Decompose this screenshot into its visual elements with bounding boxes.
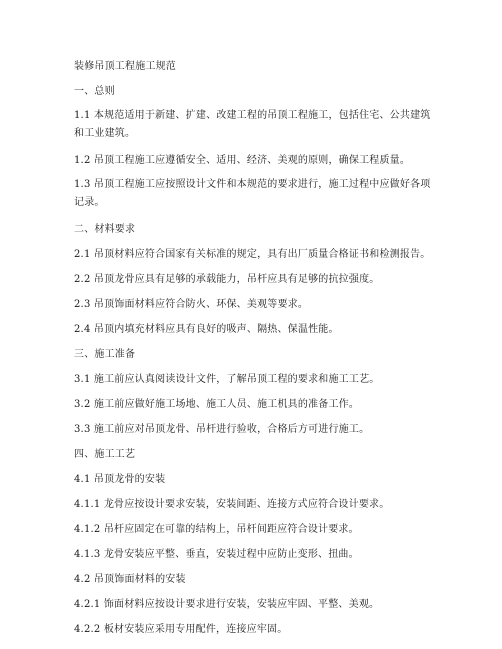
- clause-4-2: 4.2 吊顶饰面材料的安装: [74, 574, 186, 585]
- clause-3-3: 3.3 施工前应对吊顶龙骨、吊杆进行验收，合格后方可进行施工。: [74, 424, 370, 435]
- clause-2-2: 2.2 吊顶龙骨应具有足够的承载能力，吊杆应具有足够的抗拉强度。: [74, 274, 380, 285]
- clause-4-1-3: 4.1.3 龙骨安装应平整、垂直，安装过程中应防止变形、扭曲。: [74, 549, 359, 560]
- clause-2-4: 2.4 吊顶内填充材料应具有良好的吸声、隔热、保温性能。: [74, 324, 339, 335]
- clause-1-2: 1.2 吊顶工程施工应遵循安全、适用、经济、美观的原则，确保工程质量。: [74, 155, 411, 166]
- document-page: [74, 59, 434, 647]
- clause-4-2-2: 4.2.2 板材安装应采用专用配件，连接应牢固。: [74, 624, 288, 635]
- clause-1-1: 1.1 本规范适用于新建、扩建、改建工程的吊顶工程施工，包括住宅、公共建筑和工业建筑。: [74, 110, 431, 139]
- clause-4-1-2: 4.1.2 吊杆应固定在可靠的结构上，吊杆间距应符合设计要求。: [74, 524, 359, 535]
- clause-1-3: 1.3 吊顶工程施工应按照设计文件和本规范的要求进行，施工过程中应做好各项记录。: [74, 179, 431, 208]
- clause-3-2: 3.2 施工前应做好施工场地、施工人员、施工机具的准备工作。: [74, 399, 360, 410]
- section-heading-process: 四、施工工艺: [74, 449, 136, 460]
- clause-3-1: 3.1 施工前应认真阅读设计文件，了解吊顶工程的要求和施工工艺。: [74, 374, 380, 385]
- clause-4-1: 4.1 吊顶龙骨的安装: [74, 474, 166, 485]
- section-heading-general: 一、总则: [74, 86, 115, 97]
- section-heading-materials: 二、材料要求: [74, 224, 136, 235]
- clause-2-1: 2.1 吊顶材料应符合国家有关标准的规定，具有出厂质量合格证书和检测报告。: [74, 249, 431, 260]
- clause-2-3: 2.3 吊顶饰面材料应符合防火、环保、美观等要求。: [74, 299, 309, 310]
- section-heading-preparation: 三、施工准备: [74, 349, 136, 360]
- document-title: 装修吊顶工程施工规范: [74, 61, 176, 72]
- clause-4-1-1: 4.1.1 龙骨应按设计要求安装，安装间距、连接方式应符合设计要求。: [74, 499, 390, 510]
- clause-4-2-1: 4.2.1 饰面材料应按设计要求进行安装，安装应牢固、平整、美观。: [74, 599, 380, 610]
